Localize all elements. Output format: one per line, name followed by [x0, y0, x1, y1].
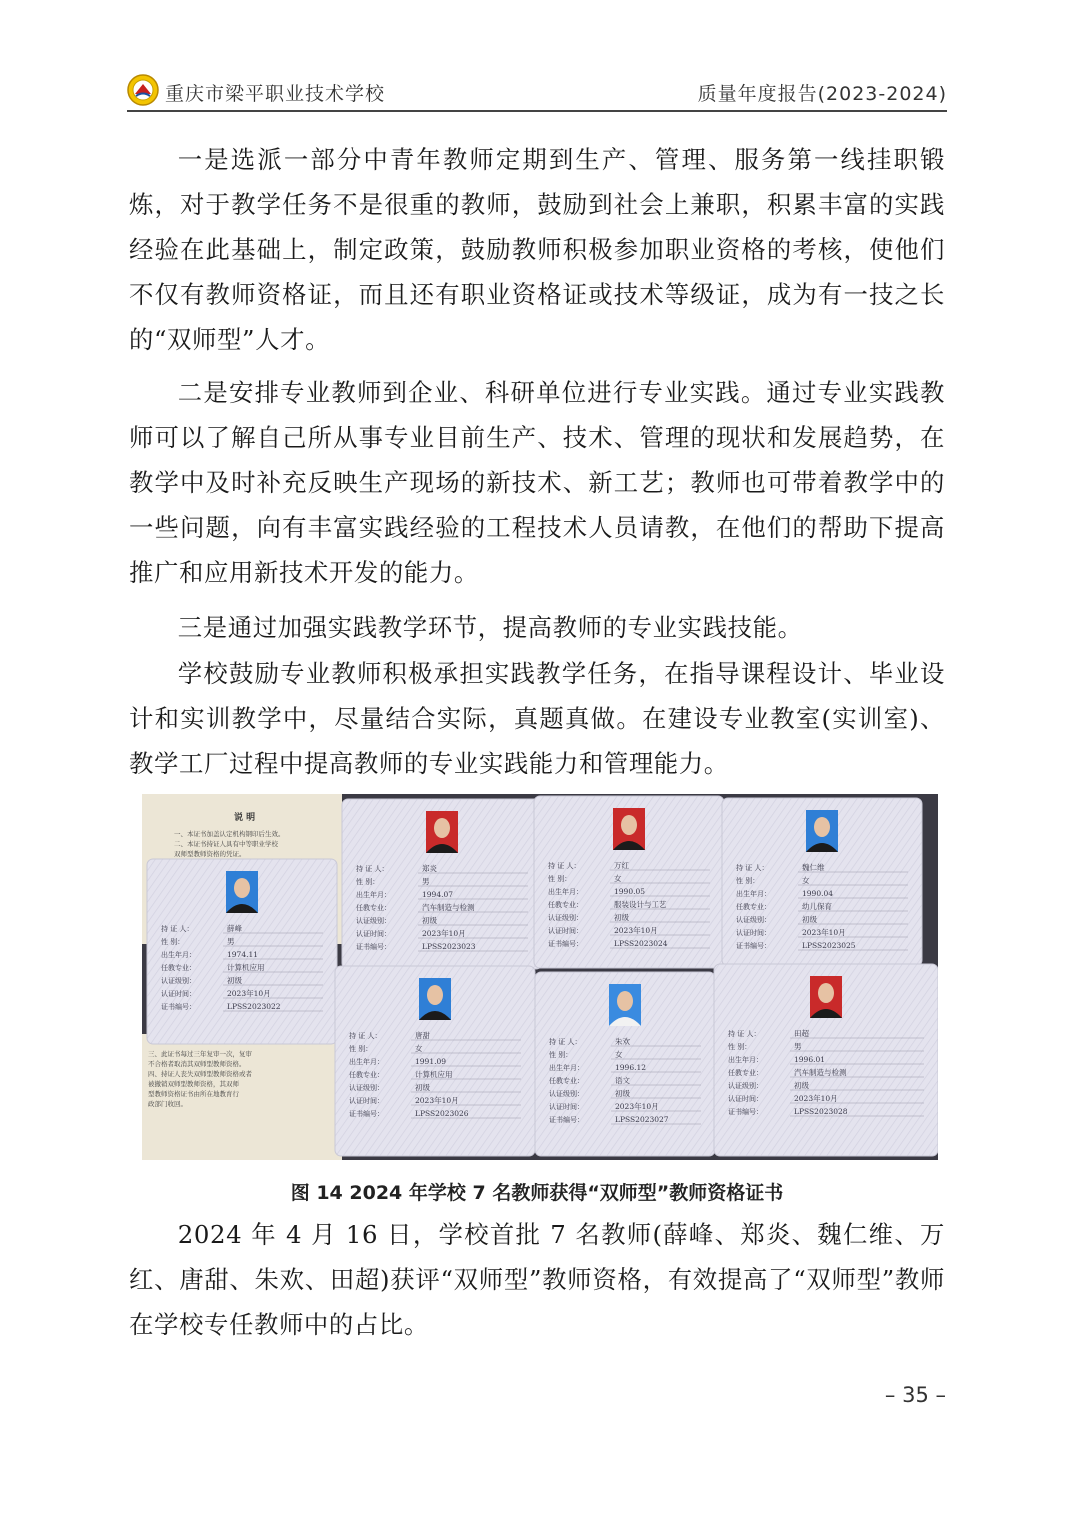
card-field-label: 证书编号：: [728, 1108, 763, 1116]
id-photo-face: [621, 815, 637, 835]
certificates-photo: [142, 794, 938, 1160]
card-field-value: 男: [794, 1042, 802, 1051]
card-field-value: 女: [614, 874, 622, 883]
card-field-value: 语文: [615, 1076, 630, 1085]
card-field-value: 初级: [614, 913, 629, 922]
card-field-label: 认证时间：: [549, 1103, 584, 1111]
card-field-value: 1990.04: [802, 889, 834, 898]
card-field-label: 性 别：: [161, 938, 185, 946]
notes-line: 二、本证书持证人具有中等职业学校: [174, 840, 278, 848]
card-field-label: 出生年月：: [549, 1064, 584, 1072]
id-photo-face: [814, 817, 830, 837]
card-field-label: 认证级别：: [349, 1084, 384, 1092]
figure-caption: 图 14 2024 年学校 7 名教师获得“双师型”教师资格证书: [290, 1182, 784, 1204]
certificate-card: [335, 966, 535, 1156]
card-field-value: 2023年10月: [802, 928, 846, 937]
card-field-value: 初级: [794, 1081, 809, 1090]
card-field-label: 认证时间：: [548, 927, 583, 935]
card-field-label: 性 别：: [349, 1045, 373, 1053]
card-field-label: 出生年月：: [356, 891, 391, 899]
card-field-label: 持 证 人：: [736, 864, 769, 872]
card-field-label: 性 别：: [548, 875, 572, 883]
notes-line: 三、此证书每过三年复审一次，复审: [148, 1050, 252, 1058]
id-photo-face: [427, 985, 443, 1005]
card-field-value: 幼儿保育: [802, 902, 832, 911]
card-field-label: 性 别：: [549, 1051, 573, 1059]
notes-line: 一、本证书加盖认定机构钢印后生效。: [174, 830, 285, 838]
paragraph-closing: 2024 年 4 月 16 日，学校首批 7 名教师(薛峰、郑炎、魏仁维、万红、唐甜、朱欢、田超)获评“双师型”教师资格，有效提高了“双师型”教师在学校专任教师中的占比。: [129, 1220, 945, 1339]
card-field-label: 出生年月：: [161, 951, 196, 959]
notes-line: 四、持证人丧失双师型教师资格或者: [148, 1070, 252, 1078]
card-field-label: 任教专业：: [549, 1077, 584, 1085]
card-field-label: 任教专业：: [728, 1069, 763, 1077]
paragraph-3: 三是通过加强实践教学环节，提高教师的专业实践技能。: [177, 613, 803, 642]
id-photo-face: [234, 878, 250, 898]
paragraph-4: 学校鼓励专业教师积极承担实践教学任务，在指导课程设计、毕业设计和实训教学中，尽量结合实际，真题真做。在建设专业教室(实训室)、教学工厂过程中提高教师的专业实践能力和管理能力。: [129, 659, 945, 778]
notes-title: 说 明: [234, 813, 256, 823]
certificate-card: [535, 972, 715, 1156]
card-field-value: 朱欢: [615, 1037, 630, 1046]
card-field-value: LPSS2023023: [422, 942, 476, 951]
card-field-value: 1996.01: [794, 1055, 826, 1064]
card-field-label: 持 证 人：: [349, 1032, 382, 1040]
certificate-card: [714, 964, 938, 1156]
card-field-value: 计算机应用: [415, 1070, 453, 1079]
card-field-label: 持 证 人：: [161, 925, 194, 933]
card-field-value: 2023年10月: [415, 1096, 459, 1105]
card-field-label: 认证级别：: [736, 916, 771, 924]
header-divider: [127, 110, 947, 112]
card-field-label: 任教专业：: [161, 964, 196, 972]
school-name: 重庆市梁平职业技术学校: [165, 83, 386, 105]
page-number: – 35 –: [884, 1383, 946, 1407]
paragraph-2: 二是安排专业教师到企业、科研单位进行专业实践。通过专业实践教师可以了解自己所从事专业目前生产、技术、管理的现状和发展趋势，在教学中及时补充反映生产现场的新技术、新工艺；教师也可带着教学中的一些问题，向有丰富实践经验的工程技术人员请教，在他们的帮助下提高推广和应用新技术开发的能力。: [129, 378, 945, 587]
card-field-label: 证书编号：: [736, 942, 771, 950]
card-field-value: 2023年10月: [422, 929, 466, 938]
notes-line: 政部门收回。: [148, 1100, 187, 1108]
certificate-card: [342, 799, 542, 969]
report-title: 质量年度报告(2023-2024): [697, 83, 947, 105]
card-field-value: 田超: [794, 1029, 809, 1038]
card-field-label: 证书编号：: [349, 1110, 384, 1118]
card-field-label: 出生年月：: [349, 1058, 384, 1066]
card-field-label: 证书编号：: [549, 1116, 584, 1124]
card-field-value: 汽车制造与检测: [794, 1068, 847, 1077]
id-photo-face: [818, 983, 834, 1003]
card-field-value: 女: [415, 1044, 423, 1053]
card-field-label: 出生年月：: [736, 890, 771, 898]
id-photo-face: [617, 991, 633, 1011]
card-field-value: 初级: [615, 1089, 630, 1098]
card-field-value: 计算机应用: [227, 963, 265, 972]
card-field-label: 认证时间：: [161, 990, 196, 998]
card-field-value: 男: [227, 937, 235, 946]
card-field-value: 女: [802, 876, 810, 885]
card-field-value: LPSS2023024: [614, 939, 668, 948]
card-field-value: 2023年10月: [615, 1102, 659, 1111]
card-field-value: 初级: [415, 1083, 430, 1092]
card-field-label: 任教专业：: [349, 1071, 384, 1079]
card-field-value: 万红: [614, 861, 629, 870]
card-field-label: 任教专业：: [736, 903, 771, 911]
card-field-label: 认证级别：: [161, 977, 196, 985]
card-field-value: 汽车制造与检测: [422, 903, 475, 912]
card-field-value: 服装设计与工艺: [614, 900, 667, 909]
card-field-label: 性 别：: [728, 1043, 752, 1051]
card-field-value: 2023年10月: [227, 989, 271, 998]
card-field-label: 持 证 人：: [356, 865, 389, 873]
card-field-label: 认证级别：: [549, 1090, 584, 1098]
notes-line: 不合格者取消其双师型教师资格。: [148, 1060, 246, 1068]
school-logo-icon: [127, 74, 159, 106]
card-field-label: 认证级别：: [356, 917, 391, 925]
card-field-label: 认证时间：: [736, 929, 771, 937]
card-field-label: 证书编号：: [356, 943, 391, 951]
certificate-card: [147, 859, 337, 1044]
card-field-label: 出生年月：: [728, 1056, 763, 1064]
card-field-value: 唐甜: [415, 1031, 430, 1040]
card-field-value: 郑炎: [422, 864, 437, 873]
card-field-label: 任教专业：: [548, 901, 583, 909]
card-field-label: 证书编号：: [161, 1003, 196, 1011]
card-field-label: 持 证 人：: [549, 1038, 582, 1046]
card-field-value: 1990.05: [614, 887, 646, 896]
notes-line: 双师型教师资格的凭证。: [174, 850, 246, 858]
card-field-value: 初级: [227, 976, 242, 985]
notes-line: 型教师资格证书由所在地教育行: [148, 1090, 239, 1098]
card-field-label: 认证时间：: [728, 1095, 763, 1103]
card-field-value: 初级: [422, 916, 437, 925]
card-field-value: LPSS2023027: [615, 1115, 669, 1124]
card-field-value: 1991.09: [415, 1057, 447, 1066]
notes-line: 被撤销双师型教师资格，其双师: [148, 1080, 239, 1088]
card-field-label: 持 证 人：: [548, 862, 581, 870]
card-field-value: 1994.07: [422, 890, 454, 899]
certificate-card: [534, 796, 724, 968]
card-field-label: 认证时间：: [349, 1097, 384, 1105]
page-header: [127, 72, 947, 108]
card-field-label: 认证时间：: [356, 930, 391, 938]
paragraph-1: 一是选派一部分中青年教师定期到生产、管理、服务第一线挂职锻炼，对于教学任务不是很重的教师，鼓励到社会上兼职，积累丰富的实践经验在此基础上，制定政策，鼓励教师积极参加职业资格的考核，使他们不仅有教师资格证，而且还有职业资格证或技术等级证，成为有一技之长的“双师型”人才。: [129, 145, 945, 354]
card-field-value: 2023年10月: [794, 1094, 838, 1103]
card-field-value: 薛峰: [227, 924, 242, 933]
card-field-value: LPSS2023026: [415, 1109, 469, 1118]
card-field-value: LPSS2023028: [794, 1107, 848, 1116]
card-field-label: 出生年月：: [548, 888, 583, 896]
card-field-value: 1974.11: [227, 950, 259, 959]
card-field-value: LPSS2023022: [227, 1002, 281, 1011]
card-field-value: 男: [422, 877, 430, 886]
card-field-label: 证书编号：: [548, 940, 583, 948]
card-field-value: 女: [615, 1050, 623, 1059]
certificate-card: [722, 798, 922, 966]
card-field-value: 1996.12: [615, 1063, 647, 1072]
card-field-label: 认证级别：: [548, 914, 583, 922]
card-field-value: 初级: [802, 915, 817, 924]
card-field-label: 持 证 人：: [728, 1030, 761, 1038]
card-field-label: 性 别：: [356, 878, 380, 886]
card-field-label: 任教专业：: [356, 904, 391, 912]
card-field-value: 2023年10月: [614, 926, 658, 935]
card-field-label: 性 别：: [736, 877, 760, 885]
card-field-label: 认证级别：: [728, 1082, 763, 1090]
card-field-value: 魏仁维: [802, 863, 825, 872]
card-field-value: LPSS2023025: [802, 941, 856, 950]
id-photo-face: [434, 818, 450, 838]
